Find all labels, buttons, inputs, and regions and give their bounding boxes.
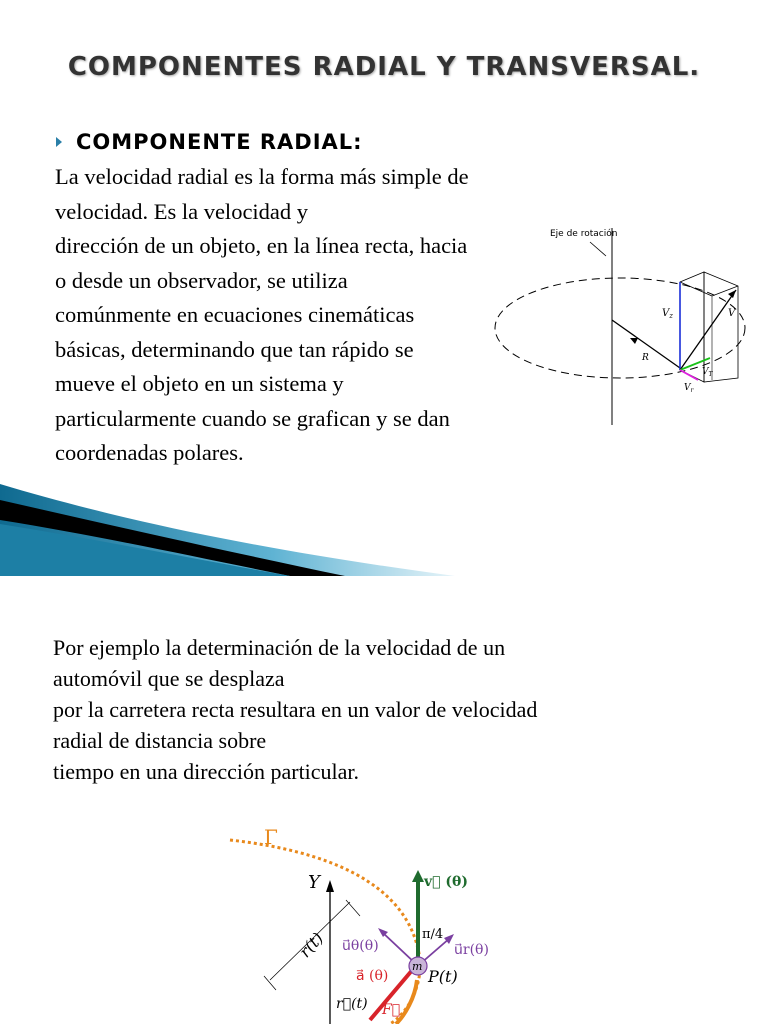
vt-label: $V_T$ [702,367,713,378]
r-vector-label: r⃗(t) [336,996,368,1012]
u-theta-label: u⃗θ(θ) [342,938,379,954]
gamma-label: Γ [264,825,278,849]
paragraph-line: por la carretera recta resultara en un valor de velocidad [53,697,538,722]
u-theta-vector [382,932,416,964]
r-dimension-tick [346,900,360,916]
radial-paragraph [55,160,525,471]
paragraph-line: velocidad. Es la velocidad y [55,198,309,224]
axis-label: Eje de rotación [550,229,618,239]
slide-title: COMPONENTES RADIAL Y TRANSVERSAL. [67,52,701,82]
example-paragraph [53,632,733,787]
r-dimension-tick [264,976,276,990]
rotation-diagram [490,220,752,430]
acceleration-label: a⃗ (θ) [356,968,389,984]
paragraph-line: La velocidad radial es la forma más simple de [55,164,469,189]
paragraph-line: dirección de un objeto, en la línea recta, hacia [55,233,468,258]
paragraph-line: comúnmente en ecuaciones cinemáticas [55,302,415,327]
vz-label: $V_z$ [662,308,673,320]
paragraph-line: radial de distancia sobre [53,728,267,753]
vr-label: $V_r$ [684,383,694,394]
v-label: V [728,308,736,319]
paragraph-line: coordenadas polares. [55,440,244,465]
v-arrowhead [728,290,736,298]
u-r-label: u⃗r(θ) [454,942,489,958]
paragraph-line: básicas, determinando que tan rápido se [55,336,414,362]
vr-vector [680,370,698,380]
r-label: R [642,353,649,363]
position-label: P(t) [428,967,458,986]
r-magnitude-label: r(t) [295,928,328,962]
section-heading: COMPONENTE RADIAL: [76,130,363,154]
orbit-path [495,278,745,378]
prism-back [704,272,738,382]
bullet-arrow-icon [56,137,62,147]
paragraph-line: o desde un observador, se utiliza [55,267,348,293]
decorative-swoosh [0,480,460,580]
radius-arrowhead [630,338,638,344]
bullet-row [56,130,363,154]
paragraph-line: mueve el objeto en un sistema y [55,371,344,396]
force-label: F⃗ [382,1002,401,1018]
y-axis-label: Y [308,872,320,893]
polar-components-diagram [210,820,530,1024]
velocity-arrowhead [412,870,424,882]
axis-label-pointer [590,242,606,256]
paragraph-line: automóvil que se desplaza [53,666,285,691]
paragraph-line: tiempo en una dirección particular. [53,759,360,784]
paragraph-line: particularmente cuando se grafican y se dan [55,405,450,431]
velocity-label: v⃗ (θ) [424,874,468,890]
mass-label: m [412,960,423,973]
paragraph-line: Por ejemplo la determinación de la velocidad de un [53,635,506,660]
prism-top [680,282,712,296]
angle-label: π/4 [422,927,444,942]
y-axis-arrowhead [326,880,334,892]
